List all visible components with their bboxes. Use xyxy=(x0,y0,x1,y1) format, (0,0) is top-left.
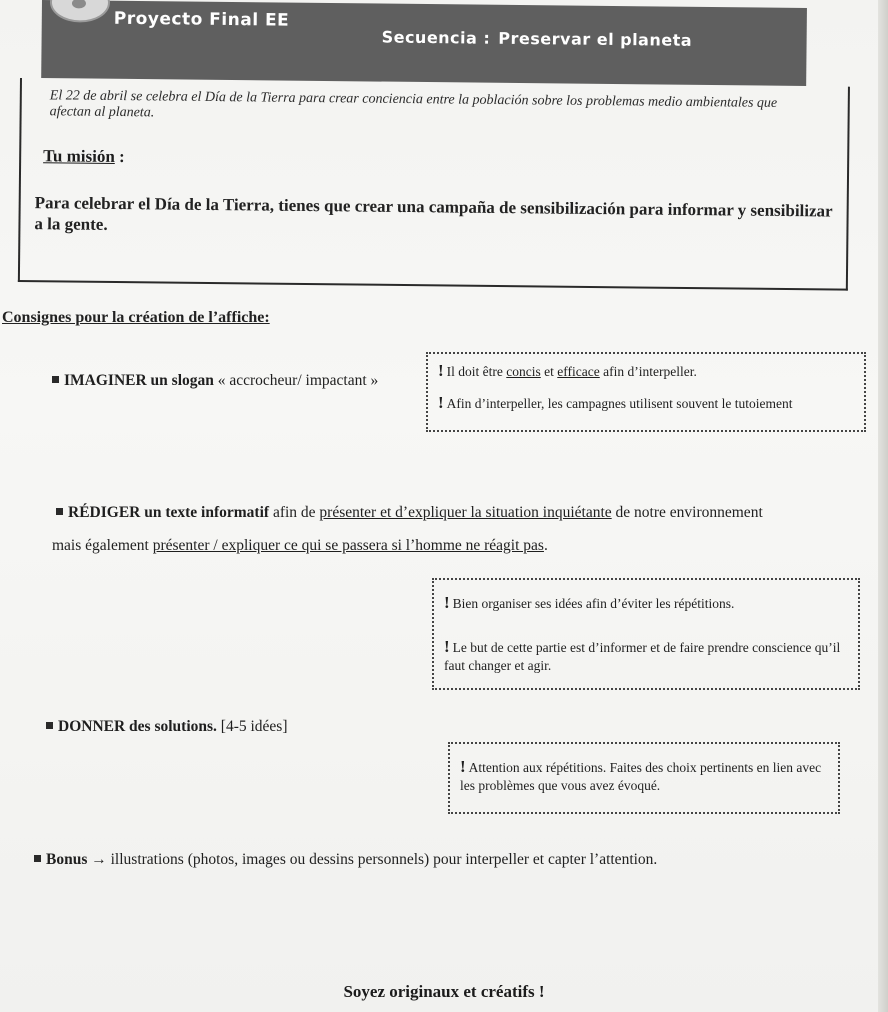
slogan-notes-box xyxy=(426,352,866,432)
school-logo-icon xyxy=(50,0,110,23)
slogan-note-2: ! Afin d’interpeller, les campagnes utilisent souvent le tutoiement xyxy=(438,393,793,412)
square-bullet-icon xyxy=(56,508,63,515)
mission-box xyxy=(18,78,850,291)
square-bullet-icon xyxy=(52,376,59,383)
slogan-instruction xyxy=(52,372,378,390)
exclamation-icon: ! xyxy=(444,637,450,656)
rediger-notes-box xyxy=(432,578,860,690)
rediger-line-1: RÉDIGER un texte informatif afin de présenter et d’expliquer la situation inquiétante de notre environnement xyxy=(56,496,856,529)
slogan-lead: IMAGINER un slogan xyxy=(64,372,214,389)
closing-message: Soyez originaux et créatifs ! xyxy=(343,982,545,1001)
mission-label-text: Tu misión xyxy=(43,146,115,166)
sequence-topic: Preservar el planeta xyxy=(498,28,693,50)
arrow-icon: → xyxy=(87,851,111,868)
bonus-lead: Bonus xyxy=(46,851,88,868)
square-bullet-icon xyxy=(34,855,41,862)
header-banner xyxy=(41,0,807,86)
mission-text: Para celebrar el Día de la Tierra, tienes que crear una campaña de sensibilización para informar y sensibilizar a la gente. xyxy=(34,193,833,234)
solutions-instruction: DONNER des solutions. [4-5 idées] xyxy=(46,718,288,736)
exclamation-icon: ! xyxy=(444,593,450,612)
solutions-notes-box xyxy=(448,742,840,814)
sequence-label: Secuencia : xyxy=(381,27,491,48)
rediger-lead: RÉDIGER un texte informatif xyxy=(68,504,270,521)
rediger-note-1: ! Bien organiser ses idées afin d’éviter les répétitions. xyxy=(444,593,735,612)
rediger-note-2: ! Le but de cette partie est d’informer et de faire prendre conscience qu’il faut changer et agir. xyxy=(444,637,841,673)
exclamation-icon: ! xyxy=(460,757,466,776)
square-bullet-icon xyxy=(46,722,53,729)
solutions-lead: DONNER des solutions. xyxy=(58,718,217,735)
rediger-instruction xyxy=(52,496,856,562)
page-edge xyxy=(878,0,888,1012)
consignes-title: Consignes pour la création de l’affiche: xyxy=(2,309,270,326)
earth-day-intro: El 22 de abril se celebra el Día de la Tierra para crear conciencia entre la población sobre los problemas medio ambientales que afectan al planeta. xyxy=(49,88,778,121)
slogan-rest: « accrocheur/ impactant » xyxy=(213,372,379,389)
solutions-note: ! Attention aux répétitions. Faites des choix pertinents en lien avec les problèmes que vous avez évoqué. xyxy=(460,757,822,793)
mission-label xyxy=(43,146,125,167)
bonus-instruction: Bonus → illustrations (photos, images ou dessins personnels) pour interpeller et capter l’attention. xyxy=(34,851,657,869)
rediger-line-2: mais également présenter / expliquer ce qui se passera si l’homme ne réagit pas. xyxy=(52,537,548,554)
exclamation-icon: ! xyxy=(438,361,444,380)
sequence-heading xyxy=(382,28,693,50)
exclamation-icon: ! xyxy=(438,393,444,412)
mission-label-colon: : xyxy=(114,146,125,167)
project-title: Proyecto Final EE xyxy=(113,8,290,31)
slogan-note-1: ! Il doit être concis et efficace afin d’interpeller. xyxy=(438,361,697,380)
